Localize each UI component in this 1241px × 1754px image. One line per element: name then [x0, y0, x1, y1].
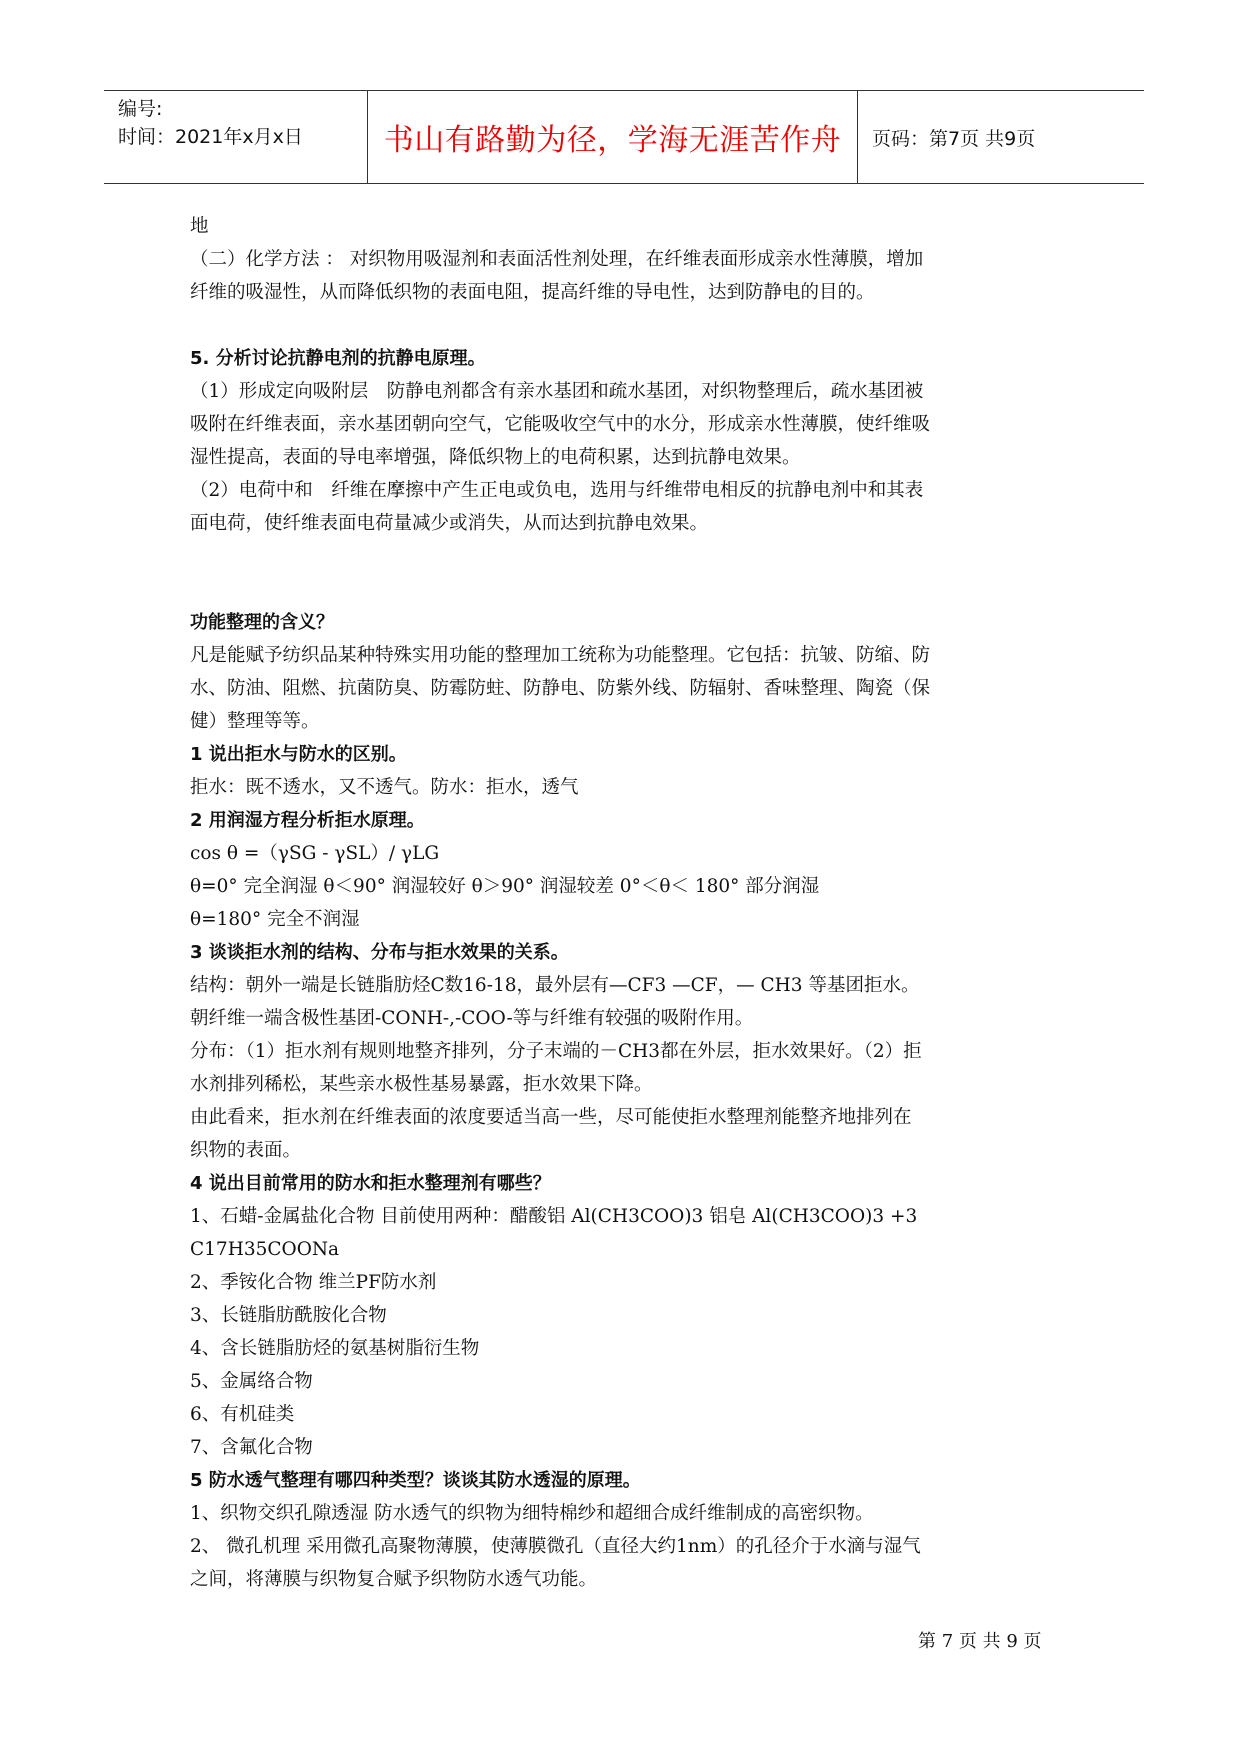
formula-line: cos θ =（γSG - γSL）/ γLG [190, 843, 440, 864]
list-item: 2、季铵化合物 维兰PF防水剂 [190, 1272, 437, 1293]
text-line: 地 [190, 216, 209, 237]
text-line: （1）形成定向吸附层 防静电剂都含有亲水基团和疏水基团，对织物整理后，疏水基团被 [190, 381, 924, 402]
section-heading-functional: 功能整理的含义？ [190, 612, 334, 633]
text-line: 之间，将薄膜与织物复合赋予织物防水透气功能。 [190, 1569, 598, 1590]
page-footer: 第 7 页 共 9 页 [918, 1631, 1042, 1652]
text-line: C17H35COONa [190, 1239, 340, 1260]
header-page-number: 页码：第7页 共9页 [872, 127, 1036, 150]
text-line: 结构：朝外一端是长链脂肪烃C数16-18，最外层有—CF3 —CF，— CH3 等基团拒水。 [190, 975, 920, 996]
list-item: 4、含长链脂肪烃的氨基树脂衍生物 [190, 1338, 480, 1359]
list-item: 2、 微孔机理 采用微孔高聚物薄膜，使薄膜微孔（直径大约1nm）的孔径介于水滴与湿气 [190, 1536, 921, 1557]
list-item: 3、长链脂肪酰胺化合物 [190, 1305, 387, 1326]
paragraph-gap [190, 540, 1062, 606]
text-line: 1、石蜡-金属盐化合物 目前使用两种：醋酸铝 Al(CH3COO)3 铝皂 Al(CH3COO)3 +3 [190, 1206, 918, 1227]
text-line: 朝纤维一端含极性基团-CONH-,-COO-等与纤维有较强的吸附作用。 [190, 1008, 754, 1029]
header-meta [104, 91, 368, 183]
document-time-label: 时间：2021年x月x日 [118, 126, 303, 148]
list-item: 6、有机硅类 [190, 1404, 295, 1425]
text-line: 由此看来，拒水剂在纤维表面的浓度要适当高一些，尽可能使拒水整理剂能整齐地排列在 [190, 1107, 912, 1128]
text-line: （2）电荷中和 纤维在摩擦中产生正电或负电，选用与纤维带电相反的抗静电剂中和其表 [190, 480, 924, 501]
text-line: θ=180° 完全不润湿 [190, 909, 360, 930]
page-header [104, 90, 1144, 184]
list-item: 1、织物交织孔隙透湿 防水透气的织物为细特棉纱和超细合成纤维制成的高密织物。 [190, 1503, 874, 1524]
text-line: 分布：（1）拒水剂有规则地整齐排列，分子末端的－CH3都在外层，拒水效果好。（2）拒 [190, 1041, 922, 1062]
text-line: 湿性提高，表面的导电率增强，降低织物上的电荷积累，达到抗静电效果。 [190, 447, 801, 468]
text-line: （二）化学方法 ： 对织物用吸湿剂和表面活性剂处理，在纤维表面形成亲水性薄膜，增加 [190, 249, 924, 270]
document-body [190, 210, 1062, 1596]
question-heading-1: 1 说出拒水与防水的区别。 [190, 744, 407, 765]
text-line: 健）整理等等。 [190, 711, 320, 732]
header-motto: 书山有路勤为径，学海无涯苦作舟 [368, 91, 858, 183]
text-line: 吸附在纤维表面，亲水基团朝向空气，它能吸收空气中的水分，形成亲水性薄膜，使纤维吸 [190, 414, 931, 435]
text-line: θ=0° 完全润湿 θ＜90° 润湿较好 θ＞90° 润湿较差 0°＜θ＜ 180° 部分润湿 [190, 876, 820, 897]
section-heading-5: 5. 分析讨论抗静电剂的抗静电原理。 [190, 348, 486, 369]
question-heading-5: 5 防水透气整理有哪四种类型？谈谈其防水透湿的原理。 [190, 1470, 641, 1491]
question-heading-3: 3 谈谈拒水剂的结构、分布与拒水效果的关系。 [190, 942, 569, 963]
document-number-label: 编号: [118, 98, 163, 120]
text-line: 拒水：既不透水，又不透气。防水：拒水，透气 [190, 777, 579, 798]
text-line: 织物的表面。 [190, 1140, 302, 1161]
text-line: 凡是能赋予纺织品某种特殊实用功能的整理加工统称为功能整理。它包括：抗皱、防缩、防 [190, 645, 931, 666]
text-line: 纤维的吸湿性，从而降低织物的表面电阻，提高纤维的导电性，达到防静电的目的。 [190, 282, 875, 303]
text-line: 水、防油、阻燃、抗菌防臭、防霉防蛀、防静电、防紫外线、防辐射、香味整理、陶瓷（保 [190, 678, 931, 699]
question-heading-2: 2 用润湿方程分析拒水原理。 [190, 810, 425, 831]
text-line: 水剂排列稀松，某些亲水极性基易暴露，拒水效果下降。 [190, 1074, 653, 1095]
list-item: 5、金属络合物 [190, 1371, 313, 1392]
paragraph-gap [190, 309, 1062, 342]
question-heading-4: 4 说出目前常用的防水和拒水整理剂有哪些？ [190, 1173, 551, 1194]
list-item: 7、含氟化合物 [190, 1437, 313, 1458]
text-line: 面电荷，使纤维表面电荷量减少或消失，从而达到抗静电效果。 [190, 513, 709, 534]
